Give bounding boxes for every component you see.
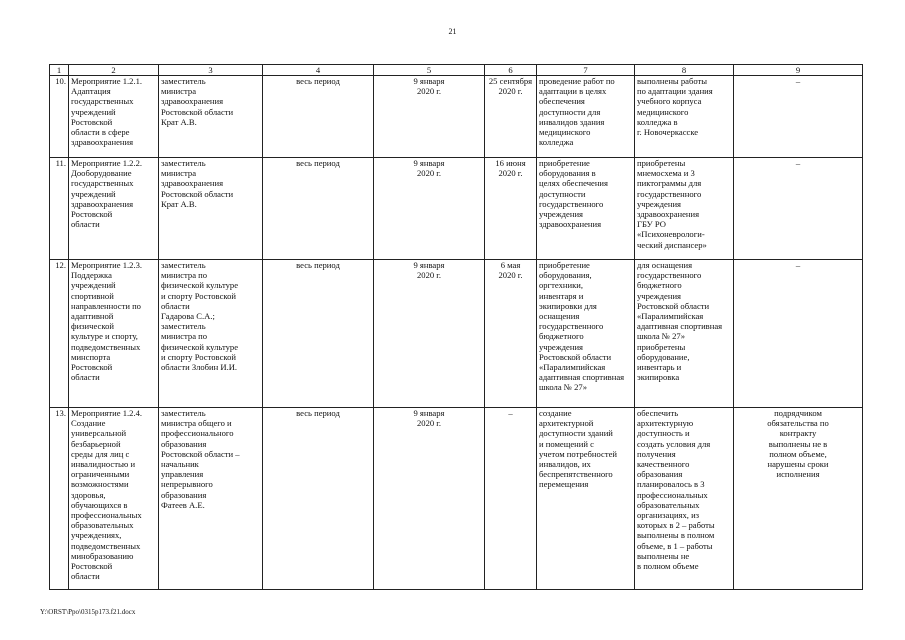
- note-cell: –: [734, 260, 863, 408]
- header-cell: 6: [485, 65, 537, 76]
- actual-result-cell: обеспечить архитектурную доступность и создать условия для получения качественного образования планировалось в 3 профессиональных образовательных организациях, из которых в 2 – работы выполнены в полном объеме, в 1 – работы выполнены не в полном объеме: [635, 408, 734, 590]
- note-cell: –: [734, 76, 863, 158]
- table-row: [50, 76, 863, 158]
- period-cell: весь период: [263, 260, 374, 408]
- row-number: 11.: [50, 158, 69, 260]
- period-cell: весь период: [263, 76, 374, 158]
- note-cell: –: [734, 158, 863, 260]
- event-cell: Мероприятие 1.2.2. Дооборудование государственных учреждений здравоохранения Ростовской области: [69, 158, 159, 260]
- event-cell: Мероприятие 1.2.4. Создание универсальной безбарьерной среды для лиц с инвалидностью и ограниченными возможностями здоровья, обучающихся в профессиональных образовательных учреждениях, подведомственных минобразованию Ростовской области: [69, 408, 159, 590]
- planned-result-cell: создание архитектурной доступности зданий и помещений с учетом потребностей инвалидов, их беспрепятственного перемещения: [537, 408, 635, 590]
- actual-result-cell: для оснащения государственного бюджетного учреждения Ростовской области «Паралимпийская адаптивная спортивная школа № 27» приобретены оборудование, инвентарь и экипировка: [635, 260, 734, 408]
- responsible-cell: заместитель министра по физической культуре и спорту Ростовской области Гадарова С.А.; заместитель министра по физической культуре и спорту Ростовской области Злобин И.И.: [159, 260, 263, 408]
- event-cell: Мероприятие 1.2.3. Поддержка учреждений спортивной направленности по адаптивной физической культуре и спорту, подведомственных минспорта Ростовской области: [69, 260, 159, 408]
- end-date-cell: 25 сентября 2020 г.: [485, 76, 537, 158]
- period-cell: весь период: [263, 408, 374, 590]
- table-header-row: [50, 65, 863, 76]
- end-date-cell: 16 июня 2020 г.: [485, 158, 537, 260]
- end-date-cell: –: [485, 408, 537, 590]
- note-cell: подрядчиком обязательства по контракту выполнены не в полном объеме, нарушены сроки исполнения: [734, 408, 863, 590]
- row-number: 10.: [50, 76, 69, 158]
- start-date-cell: 9 января 2020 г.: [374, 260, 485, 408]
- planned-result-cell: приобретение оборудования в целях обеспечения доступности государственного учреждения здравоохранения: [537, 158, 635, 260]
- start-date-cell: 9 января 2020 г.: [374, 76, 485, 158]
- end-date-cell: 6 мая 2020 г.: [485, 260, 537, 408]
- table-row: [50, 158, 863, 260]
- start-date-cell: 9 января 2020 г.: [374, 158, 485, 260]
- responsible-cell: заместитель министра здравоохранения Ростовской области Крат А.В.: [159, 76, 263, 158]
- footer-file-path: Y:\ORST\Ppo\0315p173.f21.docx: [40, 608, 136, 616]
- responsible-cell: заместитель министра здравоохранения Ростовской области Крат А.В.: [159, 158, 263, 260]
- header-cell: 9: [734, 65, 863, 76]
- table-row: [50, 260, 863, 408]
- planned-result-cell: приобретение оборудования, оргтехники, инвентаря и экипировки для оснащения государственного бюджетного учреждения Ростовской области «Паралимпийская адаптивная спортивная школа № 27»: [537, 260, 635, 408]
- header-cell: 1: [50, 65, 69, 76]
- planned-result-cell: проведение работ по адаптации в целях обеспечения доступности для инвалидов здания медицинского колледжа: [537, 76, 635, 158]
- row-number: 13.: [50, 408, 69, 590]
- responsible-cell: заместитель министра общего и профессионального образования Ростовской области – начальник управления непрерывного образования Фатеев А.Е.: [159, 408, 263, 590]
- event-cell: Мероприятие 1.2.1. Адаптация государственных учреждений Ростовской области в сфере здравоохранения: [69, 76, 159, 158]
- row-number: 12.: [50, 260, 69, 408]
- header-cell: 5: [374, 65, 485, 76]
- table-row: [50, 408, 863, 590]
- actual-result-cell: приобретены мнемосхема и 3 пиктограммы для государственного учреждения здравоохранения ГБУ РО «Психоневрологи- ческий диспансер»: [635, 158, 734, 260]
- page-number: 21: [448, 27, 457, 36]
- actual-result-cell: выполнены работы по адаптации здания учебного корпуса медицинского колледжа в г. Новочеркасске: [635, 76, 734, 158]
- report-table: [49, 64, 863, 590]
- period-cell: весь период: [263, 158, 374, 260]
- header-cell: 2: [69, 65, 159, 76]
- start-date-cell: 9 января 2020 г.: [374, 408, 485, 590]
- header-cell: 8: [635, 65, 734, 76]
- header-cell: 3: [159, 65, 263, 76]
- header-cell: 7: [537, 65, 635, 76]
- header-cell: 4: [263, 65, 374, 76]
